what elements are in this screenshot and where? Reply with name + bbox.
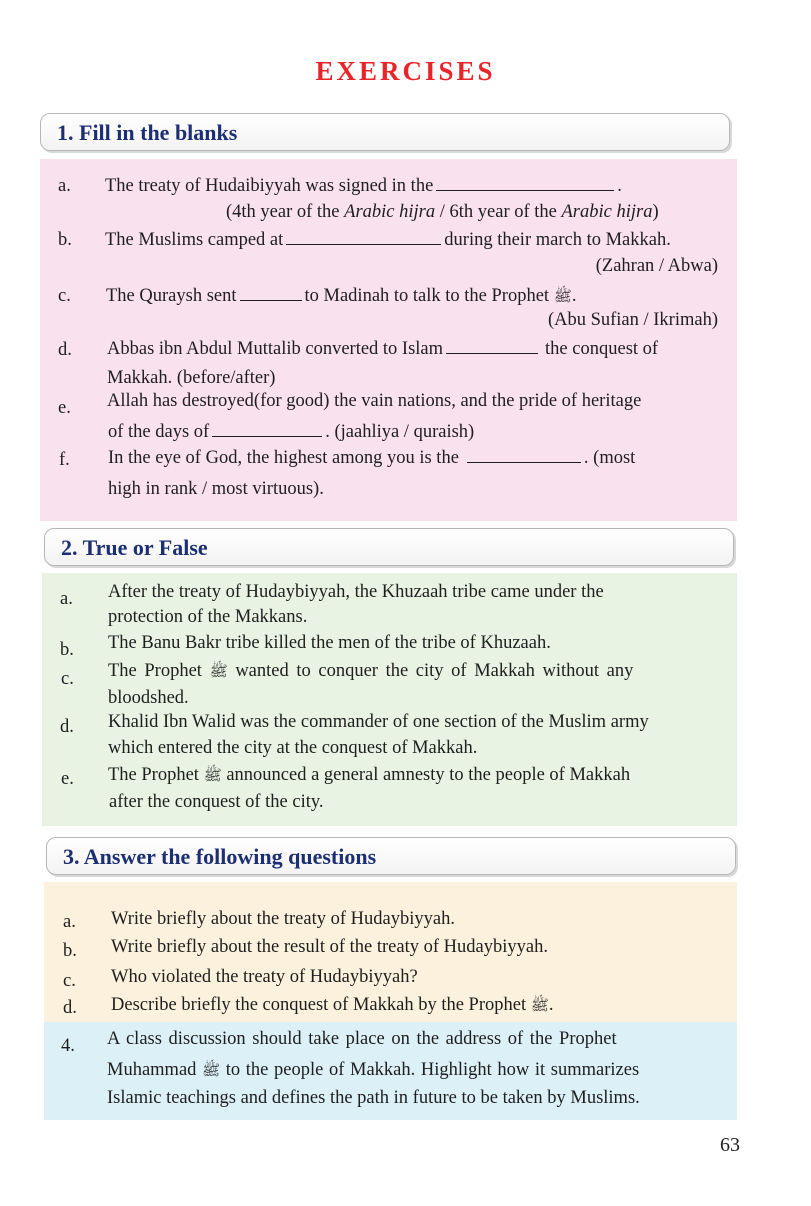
list-item: Write briefly about the result of the treaty of Hudaybiyyah. [111, 937, 548, 957]
item-label: b. [58, 230, 72, 250]
item-label: a. [60, 589, 73, 609]
item-label: b. [63, 941, 77, 961]
page-title: EXERCISES [315, 56, 496, 86]
list-item: Write briefly about the treaty of Hudaybiyyah. [111, 909, 455, 929]
list-item: The Prophet ﷺ wanted to conquer the city of Makkah without any [108, 661, 634, 681]
item-label: c. [58, 286, 71, 306]
list-item-cont: which entered the city at the conquest of Makkah. [108, 738, 478, 758]
item-label: f. [59, 450, 70, 470]
options-text: (Zahran / Abwa) [595, 256, 718, 276]
list-item: The treaty of Hudaibiyyah was signed in the . [105, 176, 622, 196]
item-label: c. [61, 669, 74, 689]
discussion-panel [44, 1022, 737, 1120]
pbuh-symbol: ﷺ [530, 998, 549, 1014]
item-label: d. [63, 998, 77, 1018]
section-heading-fill-blanks: 1. Fill in the blanks [40, 113, 730, 151]
section-heading-answer-questions: 3. Answer the following questions [46, 837, 736, 875]
list-item: The Banu Bakr tribe killed the men of the tribe of Khuzaah. [108, 633, 551, 653]
pbuh-symbol: ﷺ [202, 1063, 221, 1079]
item-label: d. [58, 340, 72, 360]
discussion-line: A class discussion should take place on the address of the Prophet [107, 1029, 617, 1049]
discussion-line: Muhammad ﷺ to the people of Makkah. Highlight how it summarizes [107, 1060, 640, 1080]
discussion-line: Islamic teachings and defines the path in future to be taken by Muslims. [107, 1088, 640, 1108]
list-item-cont: of the days of . (jaahliya / quraish) [108, 422, 475, 442]
list-item: The Quraysh sent to Madinah to talk to the Prophet ﷺ. [106, 286, 577, 306]
list-item-cont: Makkah. (before/after) [107, 368, 276, 388]
item-label: c. [63, 971, 76, 991]
item-label: 4. [61, 1036, 75, 1056]
item-label: a. [58, 176, 71, 196]
item-label: b. [60, 640, 74, 660]
list-item: The Muslims camped at during their march to Makkah. [105, 230, 671, 250]
pbuh-symbol: ﷺ [203, 768, 222, 784]
item-label: d. [60, 717, 74, 737]
list-item: In the eye of God, the highest among you is the . (most [108, 448, 636, 468]
list-item: Allah has destroyed(for good) the vain nations, and the pride of heritage [107, 391, 642, 411]
list-item-cont: after the conquest of the city. [109, 792, 324, 812]
item-label: e. [61, 769, 74, 789]
options-text: (Abu Sufian / Ikrimah) [547, 310, 718, 330]
page-number: 63 [720, 1134, 740, 1156]
options-text: (4th year of the Arabic hijra / 6th year of the Arabic hijra) [226, 202, 659, 222]
list-item: The Prophet ﷺ announced a general amnesty to the people of Makkah [108, 765, 631, 785]
fill-blanks-panel [40, 159, 737, 521]
item-label: e. [58, 398, 71, 418]
list-item-cont: protection of the Makkans. [108, 607, 308, 627]
list-item: Khalid Ibn Walid was the commander of one section of the Muslim army [108, 712, 649, 732]
list-item-cont: bloodshed. [108, 688, 189, 708]
list-item: Abbas ibn Abdul Muttalib converted to Islam the conquest of [107, 339, 659, 359]
list-item: Describe briefly the conquest of Makkah by the Prophet ﷺ. [111, 995, 554, 1015]
list-item: After the treaty of Hudaybiyyah, the Khuzaah tribe came under the [108, 582, 604, 602]
true-false-panel [42, 573, 737, 826]
item-label: a. [63, 912, 76, 932]
pbuh-symbol: ﷺ [209, 664, 228, 680]
list-item-cont: high in rank / most virtuous). [108, 479, 324, 499]
section-heading-true-false: 2. True or False [44, 528, 734, 566]
questions-panel [44, 882, 737, 1022]
list-item: Who violated the treaty of Hudaybiyyah? [111, 967, 418, 987]
pbuh-symbol: ﷺ [553, 289, 572, 305]
